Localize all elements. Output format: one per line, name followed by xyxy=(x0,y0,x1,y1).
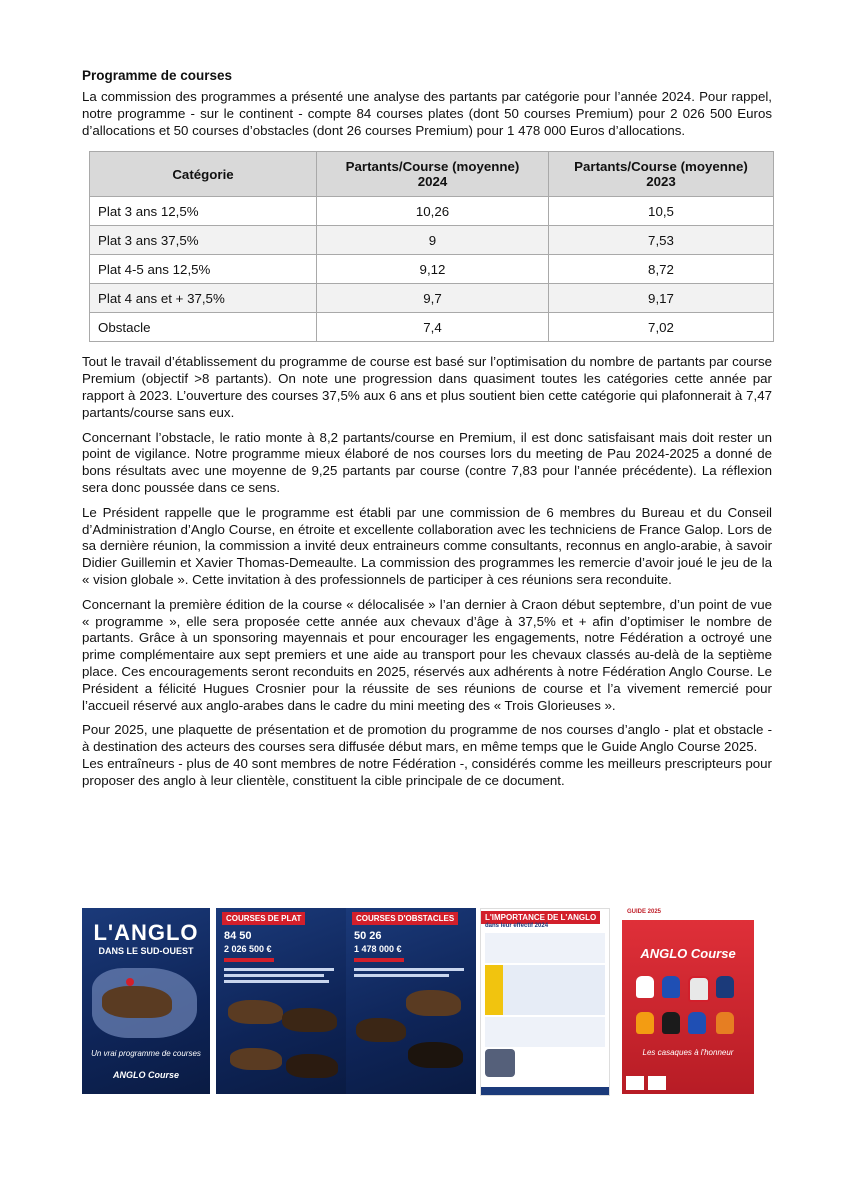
row-value-2023: 8,72 xyxy=(549,255,774,284)
silk-shape xyxy=(662,976,680,998)
silk-shape xyxy=(716,976,734,998)
brochure-plat-image xyxy=(216,908,346,1094)
table-row xyxy=(90,226,774,255)
table-header-row xyxy=(90,152,774,197)
stats-table-1 xyxy=(485,933,605,963)
plat-amount: 2 026 500 € xyxy=(224,944,272,954)
row-category: Obstacle xyxy=(90,313,317,342)
partants-table xyxy=(89,151,774,342)
table-row xyxy=(90,255,774,284)
paragraph-plaquette: Pour 2025, une plaquette de présentation et de promotion du programme de nos courses d’anglo - plat et obstacle - à destination des acteurs des courses sera diffusée début mars, en même temps que le Guide Anglo Course 2025. xyxy=(82,722,772,755)
text-line xyxy=(224,974,324,977)
obstacles-figures: 50 26 xyxy=(354,930,382,942)
cover-logo: ANGLO Course xyxy=(112,1070,179,1080)
row-category: Plat 4 ans et + 37,5% xyxy=(90,284,317,313)
cover-title: L'ANGLO xyxy=(93,920,199,945)
paragraph-craon: Concernant la première édition de la course « délocalisée » l’an dernier à Craon début septembre, d’un point de vue « programme », elle sera proposée cette année aux chevaux d’âge à 37,5% et + afin d’optimiser le nombre de partants. Grâce à un sponsoring mayennais et pour encourager les engagements, notre Fédération a octroyé une prime complémentaire aux sept premiers et une aide au transport pour les chevaux classés au-delà de la septième place. Ces encouragements seront reconduits en 2025, réservés aux adhérents à notre Fédération Anglo Course. Le Président a félicité Hugues Crosnier pour la réussite de ses réunions de course et l’a vivement remercié pour l’accueil réservé aux anglo-arabes dans le cadre du mini meeting des « Trois Glorieuses ». xyxy=(82,596,772,713)
row-value-2024: 7,4 xyxy=(317,313,549,342)
row-value-2023: 7,53 xyxy=(549,226,774,255)
silk-shape xyxy=(688,976,710,1002)
row-category: Plat 3 ans 37,5% xyxy=(90,226,317,255)
obstacles-banner: COURSES D'OBSTACLES xyxy=(352,912,458,925)
plat-redbar xyxy=(224,958,274,962)
header-2024: Partants/Course (moyenne) 2024 xyxy=(317,152,549,197)
guide-label: GUIDE 2025 xyxy=(627,909,662,915)
plat-banner: COURSES DE PLAT xyxy=(222,912,305,925)
paragraph-obstacle: Concernant l’obstacle, le ratio monte à 8,2 partants/course en Premium, il est donc satisfaisant mais doit rester un point de vigilance. Notre programme mieux élaboré de nos courses lors du meeting de Pau 2024-2025 a donné de bons résultats avec une moyenne de 9,25 partants par course (contre 7,83 pour l’année précédente). La réflexion sera donc poussée dans ce sens. xyxy=(82,429,772,495)
silk-shape xyxy=(662,1012,680,1034)
footer-bar xyxy=(481,1087,609,1095)
row-category: Plat 4-5 ans 12,5% xyxy=(90,255,317,284)
text-line xyxy=(354,968,464,971)
text-line xyxy=(354,974,449,977)
guide-tagline: Les casaques à l'honneur xyxy=(642,1048,734,1057)
horse-shape xyxy=(408,1042,463,1068)
stats-table-2 xyxy=(485,965,605,1015)
highlight-column xyxy=(485,965,503,1015)
plat-figures: 84 50 xyxy=(224,930,252,942)
horse-shape xyxy=(230,1048,282,1070)
header-2023: Partants/Course (moyenne) 2023 xyxy=(549,152,774,197)
obstacles-amount: 1 478 000 € xyxy=(354,944,402,954)
brochure-obstacles-image xyxy=(346,908,476,1094)
silk-shape xyxy=(716,1012,734,1034)
horse-shape xyxy=(102,986,172,1018)
table-row xyxy=(90,313,774,342)
row-value-2023: 7,02 xyxy=(549,313,774,342)
brochure-importance-image xyxy=(480,908,610,1096)
importance-subtitle: dans leur effectif 2024 xyxy=(485,923,549,929)
brochure-guide-image xyxy=(622,908,754,1094)
row-value-2024: 9,12 xyxy=(317,255,549,284)
obstacles-redbar xyxy=(354,958,404,962)
importance-banner: L'IMPORTANCE DE L'ANGLO xyxy=(481,911,600,924)
text-line xyxy=(224,968,334,971)
horse-shape xyxy=(228,1000,283,1024)
row-value-2024: 10,26 xyxy=(317,197,549,226)
cover-tagline: Un vrai programme de courses xyxy=(91,1049,201,1058)
brochure-cover-image xyxy=(82,908,210,1094)
row-value-2024: 9,7 xyxy=(317,284,549,313)
paragraph-commission: Le Président rappelle que le programme est établi par une commission de 6 membres du Bureau et du Conseil d’Administration d’Anglo Course, en étroite et excellente collaboration avec les techniciens de France Galop. Lors de sa dernière réunion, la commission a invité deux entraineurs comme consultants, reconnus en anglo-arabie, à savoir Didier Guillemin et Xavier Thomas-Demeaulte. La commission des programmes les remercie d’avoir joué le jeu de la « vision globale ». Cette invitation à des professionnels de participer à ces réunions sera reconduite. xyxy=(82,504,772,587)
paragraph-optimisation: Tout le travail d’établissement du programme de course est basé sur l’optimisation du nombre de partants par course Premium (objectif >8 partants). On note une progression dans quasiment toutes les catégories cette année par rapport à 2023. L’ouverture des courses 37,5% aux 6 ans et plus soutient bien cette catégorie qui plafonnerait à 7,47 partants/course sans eux. xyxy=(82,354,772,420)
document-page xyxy=(82,68,772,798)
table-row xyxy=(90,197,774,226)
row-value-2023: 9,17 xyxy=(549,284,774,313)
silk-shape xyxy=(636,1012,654,1034)
partner-logo xyxy=(626,1076,644,1090)
section-heading: Programme de courses xyxy=(82,68,233,83)
row-value-2023: 10,5 xyxy=(549,197,774,226)
horse-shape xyxy=(406,990,461,1016)
paragraph-entraineurs: Les entraîneurs - plus de 40 sont membres de notre Fédération -, considérés comme les meilleurs prescripteurs pour proposer des anglo à leur clientèle, constituent la cible principale de ce document. xyxy=(82,755,772,788)
table-row xyxy=(90,284,774,313)
intro-paragraph: La commission des programmes a présenté une analyse des partants par catégorie pour l’année 2024. Pour rappel, notre programme - sur le continent - compte 84 courses plates (dont 50 courses Premium) pour 2 026 500 Euros d’allocations et 50 courses d’obstacles (dont 26 courses Premium) pour 1 478 000 Euros d’allocations. xyxy=(82,89,772,138)
text-line xyxy=(224,980,329,983)
partner-logo xyxy=(648,1076,666,1090)
cover-subtitle: DANS LE SUD-OUEST xyxy=(98,946,194,956)
guide-logo: ANGLO Course xyxy=(640,946,736,961)
header-categorie: Catégorie xyxy=(90,152,317,197)
silk-shape xyxy=(688,1012,706,1034)
silk-shape xyxy=(636,976,654,998)
row-category: Plat 3 ans 12,5% xyxy=(90,197,317,226)
horse-shape xyxy=(356,1018,406,1042)
row-value-2024: 9 xyxy=(317,226,549,255)
portrait-photo xyxy=(485,1049,515,1077)
jockey-shape xyxy=(126,978,134,986)
horse-shape xyxy=(286,1054,338,1078)
stats-table-3 xyxy=(485,1017,605,1047)
horse-shape xyxy=(282,1008,337,1032)
